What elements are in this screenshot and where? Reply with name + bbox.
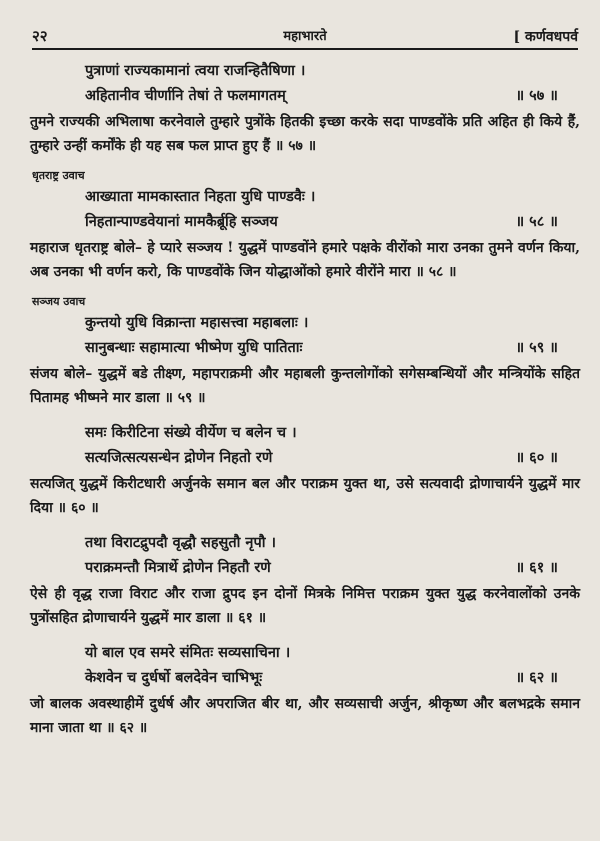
page-content	[30, 58, 580, 750]
page-number: २२	[32, 27, 48, 45]
page-header	[32, 20, 578, 50]
hindi-translation: महाराज धृतराष्ट्र बोले– हे प्यारे सञ्जय ! युद्धमें पाण्डवोंने हमारे पक्षके वीरोंको मारा उनका तुमने वर्णन किया, अब उनका भी वर्णन करो, कि पाण्डवोंके जिन योद्धाओंको हमारे वीरोंने मारा ॥ ५८ ॥	[30, 240, 580, 280]
verse-line: पुत्राणां राज्यकामानां त्वया राजन्हितैषिणा ।	[85, 62, 306, 79]
verse-line: समः किरीटिना संख्ये वीर्येण च बलेन च ।	[85, 424, 297, 441]
hindi-translation: सत्यजित् युद्धमें किरीटधारी अर्जुनके समान बल और पराक्रम युक्त था, उसे सत्यवादी द्रोणाचार्यने युद्धमें मार दिया ॥ ६० ॥	[30, 476, 580, 516]
shloka-block-57	[30, 58, 580, 158]
shloka-block-60	[30, 420, 580, 520]
shloka-block-61	[30, 530, 580, 630]
shloka-block-62	[30, 640, 580, 740]
running-title: महाभारते	[283, 29, 327, 44]
verse-line: सत्यजित्सत्यसन्धेन द्रोणेन निहतो रणे ॥ ६० ॥	[85, 445, 558, 470]
verse-number: ॥ ५७ ॥	[515, 87, 558, 104]
sanskrit-verse	[85, 640, 558, 690]
sanskrit-verse	[85, 58, 558, 108]
verse-line: तथा विराटद्रुपदौ वृद्धौ सहसुतौ नृपौ ।	[85, 534, 276, 551]
verse-number: ॥ ५८ ॥	[515, 213, 558, 230]
hindi-translation: तुमने राज्यकी अभिलाषा करनेवाले तुम्हारे पुत्रोंके हितकी इच्छा करके सदा पाण्डवोंके प्रति अहित ही किये हैं, तुम्हारे उन्हीं कर्मोंके ही यह सब फल प्राप्त हुए हैं ॥ ५७ ॥	[30, 114, 580, 154]
verse-line: केशवेन च दुर्धर्षो बलदेवेन चाभिभूः ॥ ६२ ॥	[85, 665, 558, 690]
section-title: [ कर्णवधपर्व	[513, 29, 578, 45]
hindi-translation: ऐसे ही वृद्ध राजा विराट और राजा द्रुपद इन दोनों मित्रके निमित्त पराक्रम युक्त युद्ध करनेवालोंको उनके पुत्रोंसहित द्रोणाचार्यने युद्धमें मार डाला ॥ ६१ ॥	[30, 586, 580, 626]
verse-line: आख्याता मामकास्तात निहता युधि पाण्डवैः ।	[85, 188, 316, 205]
verse-line: निहतान्पाण्डवेयानां मामकैर्ब्रूहि सञ्जय ॥ ५८ ॥	[85, 209, 558, 234]
verse-line: सानुबन्धाः सहामात्या भीष्मेण युधि पातिताः ॥ ५९ ॥	[85, 335, 558, 360]
verse-number: ॥ ५९ ॥	[515, 339, 558, 356]
speaker-label: धृतराष्ट्र उवाच	[32, 169, 85, 182]
speaker-label: सञ्जय उवाच	[32, 295, 86, 308]
sanskrit-verse	[85, 420, 558, 470]
shloka-block-58	[30, 168, 580, 284]
verse-line: यो बाल एव समरे संमितः सव्यसाचिना ।	[85, 644, 291, 661]
hindi-translation: संजय बोले– युद्धमें बडे तीक्ष्ण, महापराक्रमी और महाबली कुन्तलोगोंको सगेसम्बन्धियों और मन्त्रियोंके सहित पितामह भीष्मने मार डाला ॥ ५९ ॥	[30, 366, 580, 406]
verse-number: ॥ ६१ ॥	[515, 559, 558, 576]
verse-line: पराक्रमन्तौ मित्रार्थे द्रोणेन निहतौ रणे ॥ ६१ ॥	[85, 555, 558, 580]
verse-number: ॥ ६० ॥	[515, 449, 558, 466]
sanskrit-verse	[85, 184, 558, 234]
shloka-block-59	[30, 294, 580, 410]
sanskrit-verse	[85, 310, 558, 360]
sanskrit-verse	[85, 530, 558, 580]
verse-number: ॥ ६२ ॥	[515, 669, 558, 686]
verse-line: अहितानीव चीर्णानि तेषां ते फलमागतम् ॥ ५७ ॥	[85, 83, 558, 108]
hindi-translation: जो बालक अवस्थाहीमें दुर्धर्ष और अपराजित बीर था, और सव्यसाची अर्जुन, श्रीकृष्ण और बलभद्रके समान माना जाता था ॥ ६२ ॥	[30, 696, 580, 736]
verse-line: कुन्तयो युधि विक्रान्ता महासत्त्वा महाबलाः ।	[85, 314, 309, 331]
